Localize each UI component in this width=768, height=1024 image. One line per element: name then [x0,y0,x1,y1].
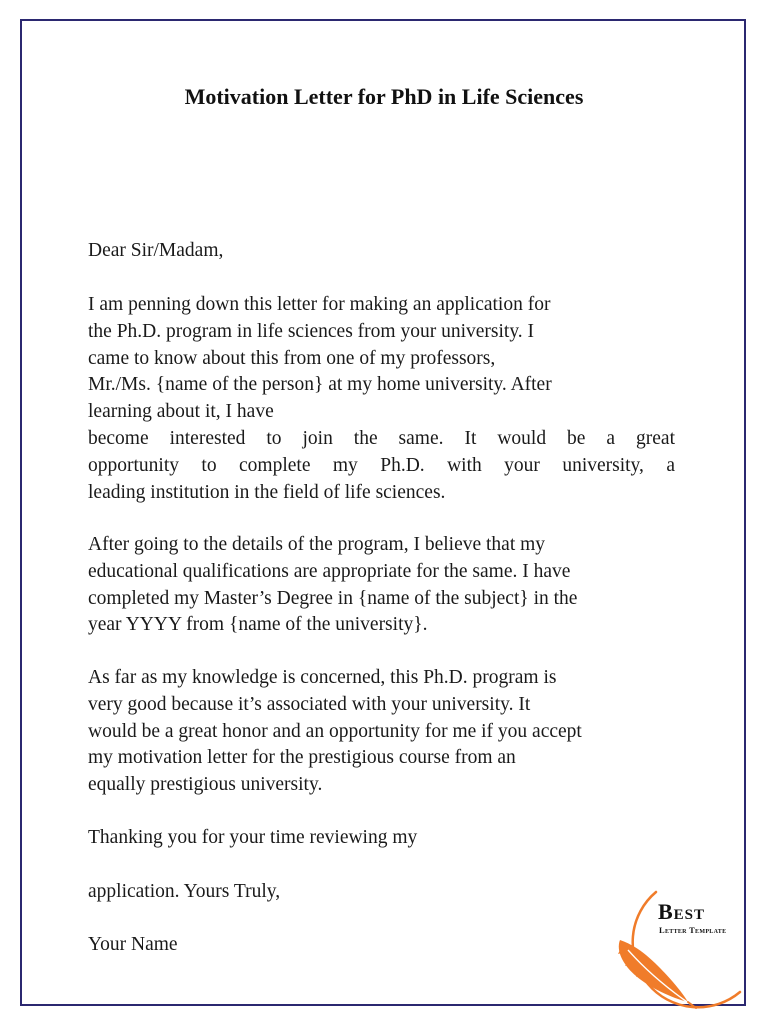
closing-line-2: application. Yours Truly, [88,881,281,902]
paragraph-3-line: equally prestigious university. [88,774,323,796]
paragraph-2-line: completed my Master’s Degree in {name of the subject} in the [88,587,578,609]
logo-wordmark: Best [658,899,706,924]
letter-title: Motivation Letter for PhD in Life Sciences [184,84,584,109]
logo-subtitle: Letter Template [659,925,727,935]
paragraph-1 [88,292,675,506]
paragraph-2 [88,532,675,639]
paragraph-1-line: become interested to join the same. It would be a great [88,427,675,449]
paragraph-3-line: my motivation letter for the prestigious course from an [88,747,516,769]
paragraph-1-line: opportunity to complete my Ph.D. with your university, a [88,454,675,476]
paragraph-1-line: the Ph.D. program in life sciences from your university. I [88,320,535,342]
paragraph-3-line: As far as my knowledge is concerned, this Ph.D. program is [88,667,557,688]
paragraph-3-line: very good because it’s associated with your university. It [88,693,531,715]
paragraph-1-line: Mr./Ms. {name of the person} at my home university. After [88,374,552,396]
paragraph-3 [88,665,675,799]
paragraph-2-line: educational qualifications are appropriate for the same. I have [88,560,571,582]
paragraph-1-line: leading institution in the field of life sciences. [88,481,446,503]
paragraph-1-line: learning about it, I have [88,401,274,423]
closing-line-1: Thanking you for your time reviewing my [88,827,418,848]
page-border [20,19,746,1006]
paragraph-3-line: would be a great honor and an opportunity for me if you accept [88,720,582,742]
salutation: Dear Sir/Madam, [88,240,224,261]
signature: Your Name [88,934,178,955]
paragraph-1-line: came to know about this from one of my professors, [88,347,496,369]
paragraph-2-line: year YYYY from {name of the university}. [88,614,428,636]
paragraph-1-line: I am penning down this letter for making an application for [88,294,551,315]
paragraph-2-line: After going to the details of the program, I believe that my [88,534,546,555]
